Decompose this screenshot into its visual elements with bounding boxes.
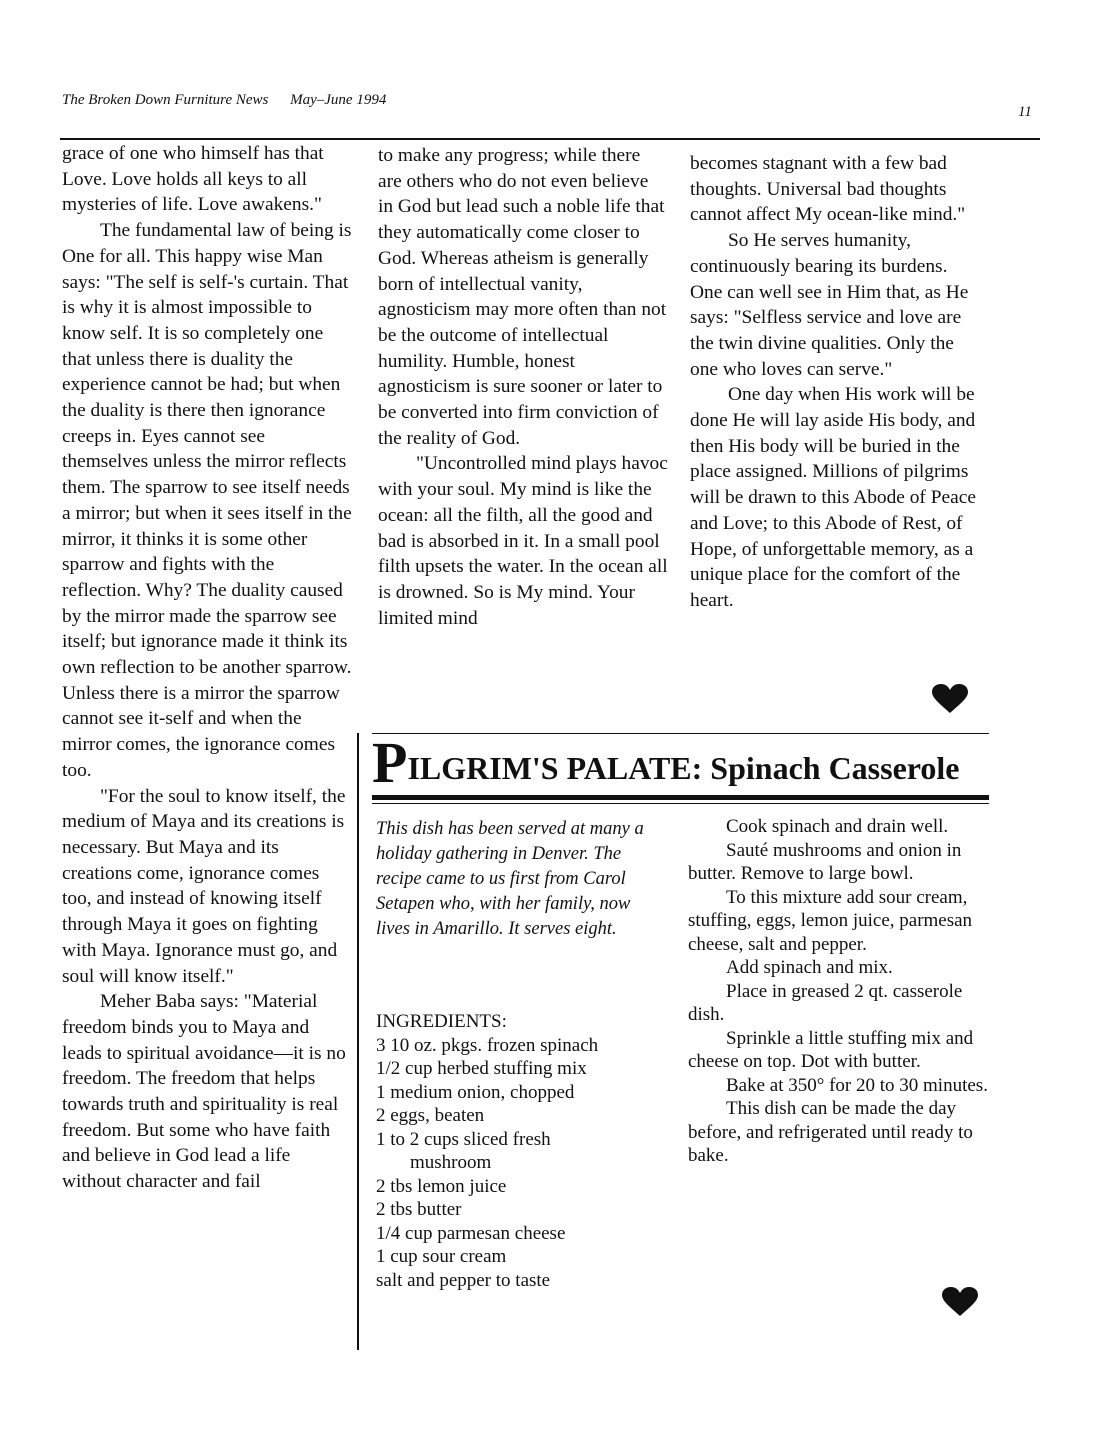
section-rule-bottom xyxy=(372,803,989,804)
ingredients-heading: INGREDIENTS: xyxy=(376,1011,507,1032)
paragraph: One day when His work will be done He will lay aside His body, and then His body will be buried in the place assigned. Millions of pilgrims will be drawn to this Abode of Peace and Love; to this Abode of Rest, of Hope, of unforgettable memory, as a unique place for the comfort of the heart. xyxy=(690,384,976,611)
recipe-step: Sauté mushrooms and onion in butter. Remove to large bowl. xyxy=(688,839,962,884)
ingredient-item: 2 tbs lemon juice xyxy=(376,1175,507,1197)
issue-date: May–June 1994 xyxy=(290,92,387,108)
recipe-step: Place in greased 2 qt. casserole dish. xyxy=(688,980,963,1025)
recipe-step: To this mixture add sour cream, stuffing, eggs, lemon juice, parmesan cheese, salt and pepper. xyxy=(688,886,973,955)
ingredient-item: 1 cup sour cream xyxy=(376,1246,507,1267)
title-initial: P xyxy=(372,730,408,795)
recipe-steps xyxy=(688,815,988,1168)
section-rule-thick xyxy=(372,795,989,800)
ingredient-item: salt and pepper to taste xyxy=(376,1269,551,1291)
paragraph: Meher Baba says: "Material freedom binds you to Maya and leads to spiritual avoidance—it is no freedom. The freedom that helps towards truth and spirituality is real freedom. But some who have faith and believe in God lead a life without character and fail xyxy=(62,991,346,1193)
paragraph: grace of one who himself has that Love. Love holds all keys to all mysteries of life. Love awakens." xyxy=(62,143,324,216)
running-header xyxy=(62,92,404,109)
heart-icon xyxy=(932,684,968,714)
ingredient-item: 1/4 cup parmesan cheese xyxy=(376,1222,566,1244)
ingredient-item: 1 medium onion, chopped xyxy=(376,1081,575,1103)
paragraph: "For the soul to know itself, the medium of Maya and its creations is necessary. But Maya and its creations come, ignorance comes too, and instead of knowing itself through Maya it goes on fighting with Maya. Ignorance must go, and soul will know itself." xyxy=(62,785,346,987)
title-rest: ILGRIM'S PALATE: xyxy=(407,750,703,786)
recipe-step: Add spinach and mix. xyxy=(726,957,893,978)
recipe-step: Cook spinach and drain well. xyxy=(726,816,949,837)
recipe-step: Sprinkle a little stuffing mix and cheese on top. Dot with butter. xyxy=(688,1027,974,1072)
recipe-title xyxy=(372,730,992,795)
column-divider xyxy=(357,733,359,1350)
recipe-intro: This dish has been served at many a holiday gathering in Denver. The recipe came to us first from Carol Setapen who, with her family, now lives in Amarillo. It serves eight. xyxy=(376,819,644,939)
ingredient-item: 1/2 cup herbed stuffing mix xyxy=(376,1058,587,1079)
section-rule-top xyxy=(372,733,989,734)
page-number: 11 xyxy=(1018,104,1032,120)
recipe-step: Bake at 350° for 20 to 30 minutes. xyxy=(726,1074,988,1096)
recipe-step: This dish can be made the day before, and refrigerated until ready to bake. xyxy=(688,1098,973,1166)
paragraph: The fundamental law of being is One for all. This happy wise Man says: "The self is self-'s curtain. That is why it is almost impossible to know self. It is so completely one that unless there is duality the experience cannot be had; but when the duality is there then ignorance creeps in. Eyes cannot see themselves unless the mirror reflects them. The sparrow to see itself needs a mirror; but when it sees itself in the mirror, it thinks it is some other sparrow and fights with the reflection. Why? The duality caused by the mirror made the sparrow see itself; but ignorance made it think its own reflection to be another sparrow. Unless there is a mirror the sparrow cannot see it-self and when the mirror comes, the ignorance comes too. xyxy=(62,220,352,781)
publication-name: The Broken Down Furniture News xyxy=(62,92,269,108)
article-column-1 xyxy=(62,141,352,1195)
ingredient-item: 3 10 oz. pkgs. frozen spinach xyxy=(376,1034,599,1056)
heart-icon xyxy=(942,1287,978,1317)
ingredients-list xyxy=(376,1010,666,1292)
paragraph: becomes stagnant with a few bad thoughts. Universal bad thoughts cannot affect My ocean-like mind." xyxy=(690,153,966,226)
ingredient-item: 1 to 2 cups sliced fresh xyxy=(376,1128,551,1150)
ingredient-item: 2 eggs, beaten xyxy=(376,1105,485,1126)
title-dish: Spinach Casserole xyxy=(710,750,960,786)
ingredient-item: mushroom xyxy=(410,1152,492,1173)
article-column-2 xyxy=(378,143,668,631)
header-rule xyxy=(60,138,1040,140)
paragraph: to make any progress; while there are others who do not even believe in God but lead such a noble life that they automatically come closer to God. Whereas atheism is generally born of intellectual vanity, agnosticism may more often than not be the outcome of intellectual humility. Humble, honest agnosticism is sure sooner or later to be converted into firm conviction of the reality of God. xyxy=(378,145,667,449)
paragraph: So He serves humanity, continuously bearing its burdens. One can well see in Him that, as He says: "Selfless service and love are the twin divine qualities. Only the one who loves can serve." xyxy=(690,230,969,380)
article-column-3 xyxy=(690,151,980,614)
ingredient-item: 2 tbs butter xyxy=(376,1199,462,1220)
paragraph: "Uncontrolled mind plays havoc with your soul. My mind is like the ocean: all the filth, all the good and bad is absorbed in it. In a small pool filth upsets the water. In the ocean all is drowned. So is My mind. Your limited mind xyxy=(378,453,668,629)
